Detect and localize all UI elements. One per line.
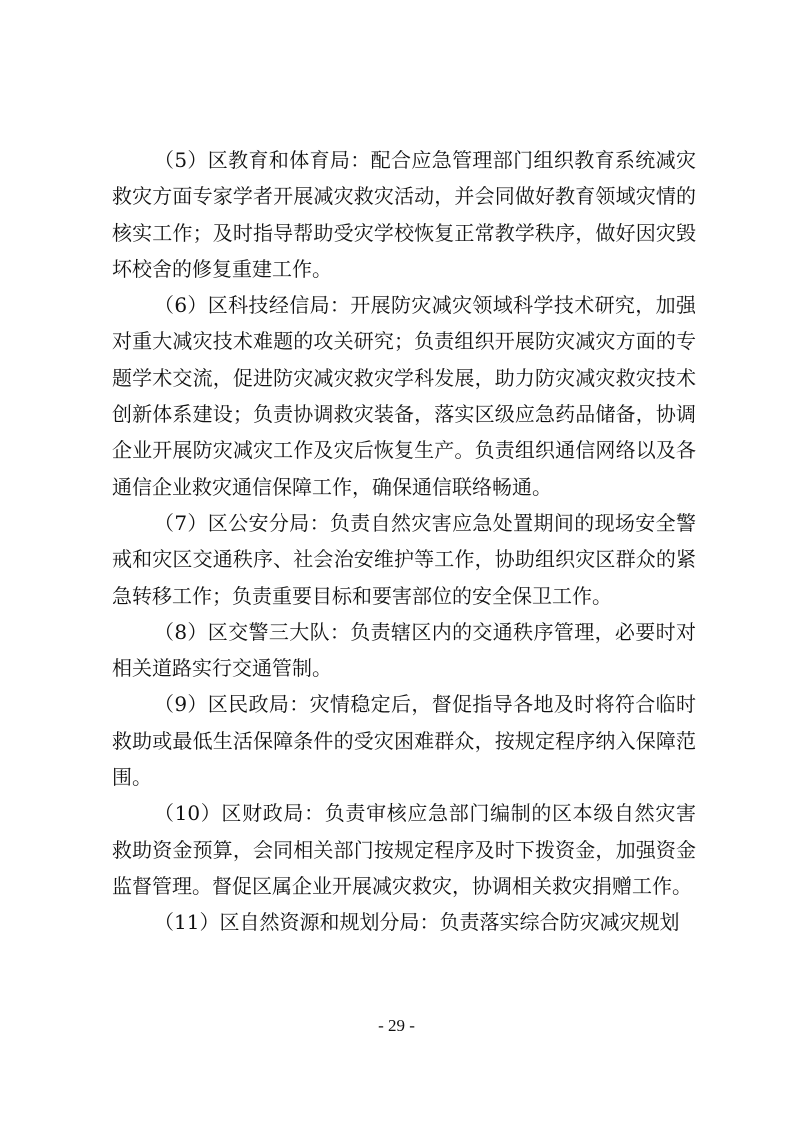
paragraph-traffic-police: （8）区交警三大队：负责辖区内的交通秩序管理，必要时对相关道路实行交通管制。 (112, 619, 696, 681)
paragraph-education-sports: （5）区教育和体育局：配合应急管理部门组织教育系统减灾救灾方面专家学者开展减灾救灾活动，并会同做好教育领域灾情的核实工作；及时指导帮助受灾学校恢复正常教学秩序，做好因灾毁坏校舍的修复重建工作。 (112, 148, 696, 281)
paragraph-public-security: （7）区公安分局：负责自然灾害应急处置期间的现场安全警戒和灾区交通秩序、社会治安维护等工作，协助组织灾区群众的紧急转移工作；负责重要目标和要害部位的安全保卫工作。 (112, 510, 696, 608)
paragraph-science-technology: （6）区科技经信局：开展防灾减灾领域科学技术研究，加强对重大减灾技术难题的攻关研究；负责组织开展防灾减灾方面的专题学术交流，促进防灾减灾救灾学科发展，助力防灾减灾救灾技术创新体系建设；负责协调救灾装备，落实区级应急药品储备，协调企业开展防灾减灾工作及灾后恢复生产。负责组织通信网络以及各通信企业救灾通信保障工作，确保通信联络畅通。 (112, 293, 696, 499)
document-body (112, 142, 696, 941)
paragraph-natural-resources: （11）区自然资源和规划分局：负责落实综合防灾减灾规划 (154, 910, 680, 935)
paragraph-finance: （10）区财政局：负责审核应急部门编制的区本级自然灾害救助资金预算，会同相关部门按规定程序及时下拨资金，加强资金监督管理。督促区属企业开展减灾救灾，协调相关救灾捐赠工作。 (112, 801, 696, 898)
page-number: - 29 - (378, 1016, 415, 1035)
paragraph-civil-affairs: （9）区民政局：灾情稳定后，督促指导各地及时将符合临时救助或最低生活保障条件的受灾困难群众，按规定程序纳入保障范围。 (112, 692, 696, 790)
